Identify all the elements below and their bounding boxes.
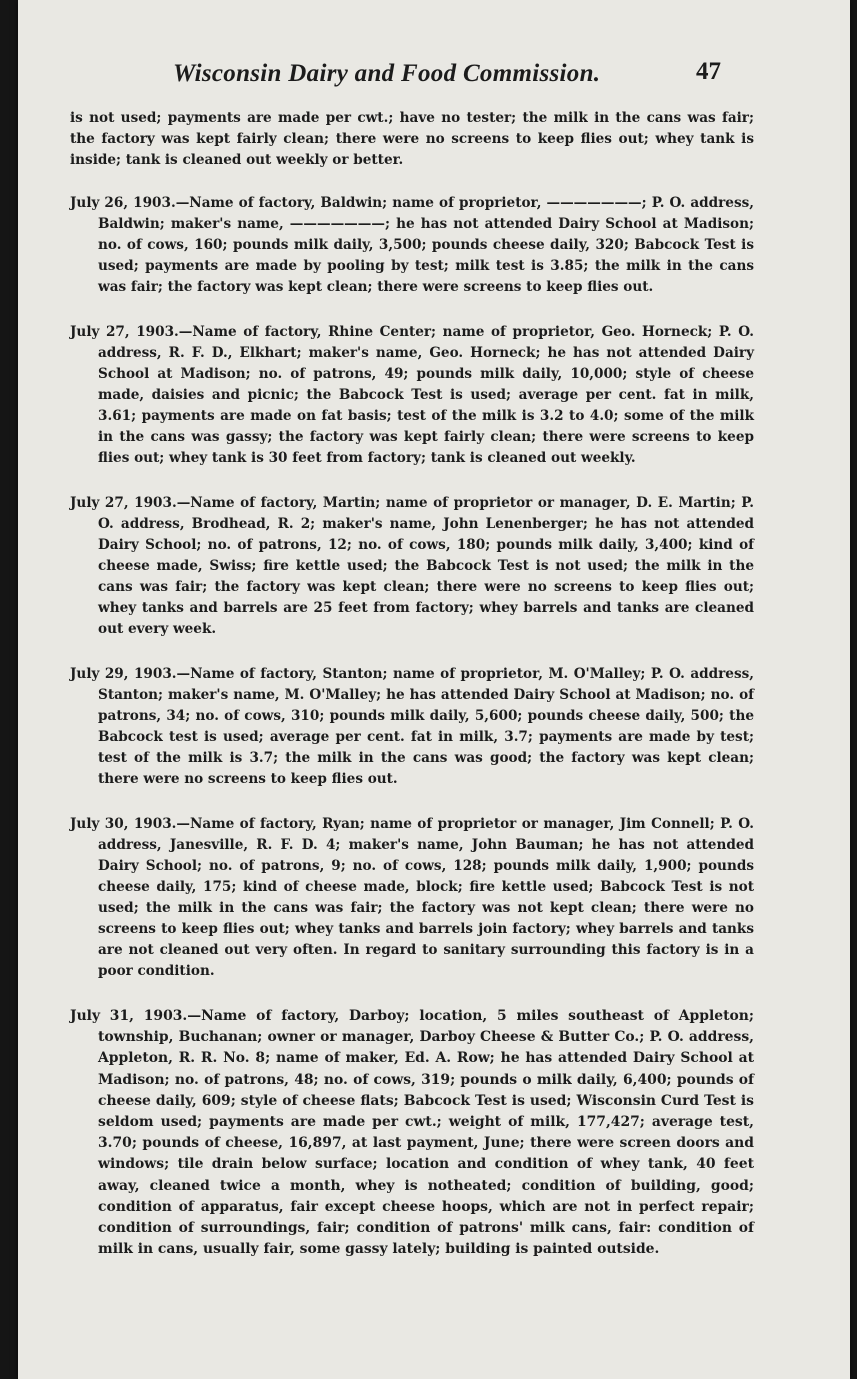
entry-paragraph-stanton: July 29, 1903.—Name of factory, Stanton; name of proprietor, M. O'Malley; P. O. address, Stanton; maker's name, M. O'Malley; he has attended Dairy School at Madison; no. of patrons, 34; no. of cows, 310; pounds milk daily, 5,600; pounds cheese daily, 500; the Babcock test is used; average per cent. fat in milk, 3.7; payments are made by test; test of the milk is 3.7; the milk in the cans was good; the factory was kept clean; there were no screens to keep flies out.	[70, 666, 754, 787]
document-page	[18, 0, 850, 1379]
entry-paragraph-baldwin: July 26, 1903.—Name of factory, Baldwin; name of proprietor, ———————; P. O. address, Baldwin; maker's name, ———————; he has not attended Dairy School at Madison; no. of cows, 160; pounds milk daily, 3,500; pounds cheese daily, 320; Babcock Test is used; payments are made by pooling by test; milk test is 3.85; the milk in the cans was fair; the factory was kept clean; there were screens to keep flies out.	[70, 195, 754, 295]
page-header	[18, 58, 850, 94]
continuation-paragraph: is not used; payments are made per cwt.; have no tester; the milk in the cans was fair; the factory was kept fairly clean; there were no screens to keep flies out; whey tank is inside; tank is cleaned out weekly or better.	[70, 110, 754, 168]
entry-paragraph-ryan: July 30, 1903.—Name of factory, Ryan; name of proprietor or manager, Jim Connell; P. O. address, Janesville, R. F. D. 4; maker's name, John Bauman; he has not attended Dairy School; no. of patrons, 9; no. of cows, 128; pounds milk daily, 1,900; pounds cheese daily, 175; kind of cheese made, block; fire kettle used; Babcock Test is not used; the milk in the cans was fair; the factory was not kept clean; there were no screens to keep flies out; whey tanks and barrels join factory; whey barrels and tanks are not cleaned out very often. In regard to sanitary surrounding this factory is in a poor condition.	[70, 816, 754, 979]
page-number: 47	[696, 58, 721, 85]
entry-paragraph-rhine-center: July 27, 1903.—Name of factory, Rhine Center; name of proprietor, Geo. Horneck; P. O. address, R. F. D., Elkhart; maker's name, Geo. Horneck; he has not attended Dairy School at Madison; no. of patrons, 49; pounds milk daily, 10,000; style of cheese made, daisies and picnic; the Babcock Test is used; average per cent. fat in milk, 3.61; payments are made on fat basis; test of the milk is 3.2 to 4.0; some of the milk in the cans was gassy; the factory was kept fairly clean; there were screens to keep flies out; whey tank is 30 feet from factory; tank is cleaned out weekly.	[70, 324, 754, 466]
entry-paragraph-darboy: July 31, 1903.—Name of factory, Darboy; location, 5 miles southeast of Appleton; township, Buchanan; owner or manager, Darboy Cheese & Butter Co.; P. O. address, Appleton, R. R. No. 8; name of maker, Ed. A. Row; he has attended Dairy School at Madison; no. of patrons, 48; no. of cows, 319; pounds o milk daily, 6,400; pounds of cheese daily, 609; style of cheese flats; Babcock Test is used; Wisconsin Curd Test is seldom used; payments are made per cwt.; weight of milk, 177,427; average test, 3.70; pounds of cheese, 16,897, at last payment, June; there were screen doors and windows; tile drain below surface; location and condition of whey tank, 40 feet away, cleaned twice a month, whey is notheated; condition of building, good; condition of apparatus, fair except cheese hoops, which are not in perfect repair; condition of surroundings, fair; condition of patrons' milk cans, fair: condition of milk in cans, usually fair, some gassy lately; building is painted outside.	[70, 1008, 754, 1258]
entry-paragraph-martin: July 27, 1903.—Name of factory, Martin; name of proprietor or manager, D. E. Martin; P. O. address, Brodhead, R. 2; maker's name, John Lenenberger; he has not attended Dairy School; no. of patrons, 12; no. of cows, 180; pounds milk daily, 3,400; kind of cheese made, Swiss; fire kettle used; the Babcock Test is not used; the milk in the cans was fair; the factory was kept clean; there were no screens to keep flies out; whey tanks and barrels are 25 feet from factory; whey barrels and tanks are cleaned out every week.	[70, 495, 754, 637]
page-body	[70, 108, 754, 1260]
running-title: Wisconsin Dairy and Food Commission.	[173, 60, 601, 87]
